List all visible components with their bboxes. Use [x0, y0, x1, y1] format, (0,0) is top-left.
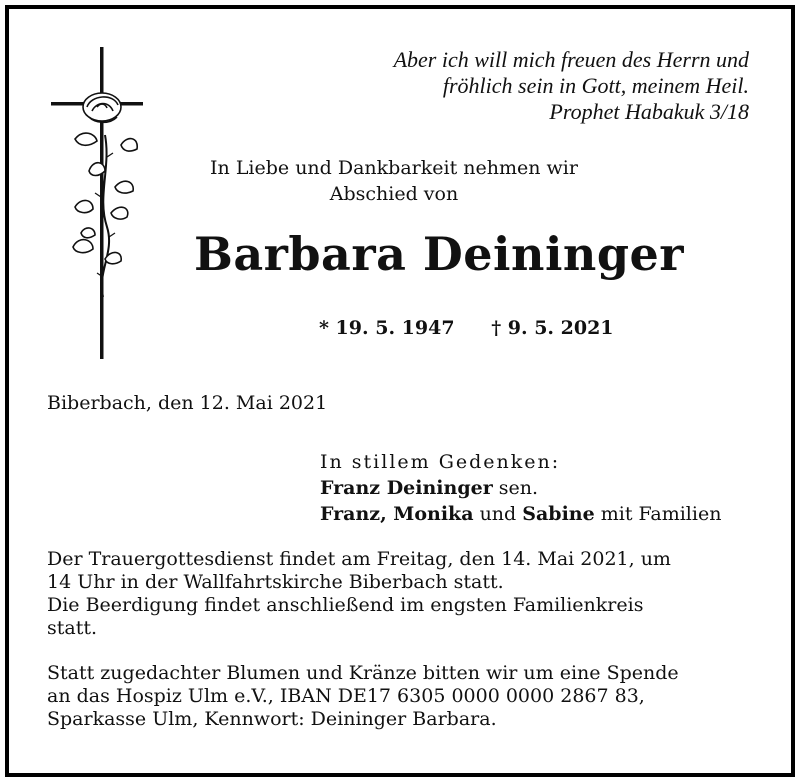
death-date: † 9. 5. 2021	[491, 317, 614, 339]
mourner-line	[320, 475, 721, 501]
cross-with-rose-icon	[45, 47, 155, 369]
bible-verse	[394, 47, 749, 125]
life-dates	[319, 317, 644, 339]
donation-line: Statt zugedachter Blumen und Kränze bitten wir um eine Spende	[47, 662, 679, 684]
obituary-notice	[5, 5, 795, 777]
place-and-date: Biberbach, den 12. Mai 2021	[47, 392, 328, 414]
deceased-name: Barbara Deininger	[193, 227, 685, 281]
mourner-line	[320, 501, 721, 527]
service-line: 14 Uhr in der Wallfahrtskirche Biberbach statt.	[47, 571, 504, 593]
verse-line: Aber ich will mich freuen des Herrn und	[393, 47, 749, 72]
mourner-suffix: mit Familien	[594, 503, 722, 525]
service-info	[47, 548, 767, 640]
mourner-connector: und	[473, 503, 523, 525]
verse-line: fröhlich sein in Gott, meinem Heil.	[442, 73, 749, 98]
mourner-name: Sabine	[522, 503, 595, 525]
intro-text	[204, 155, 584, 207]
mourner-name: Franz Deininger	[320, 477, 493, 499]
mourner-name: Franz, Monika	[320, 503, 474, 525]
birth-date: * 19. 5. 1947	[319, 317, 455, 339]
service-line: Die Beerdigung findet anschließend im engsten Familienkreis	[47, 594, 644, 616]
service-line: Der Trauergottesdienst findet am Freitag, den 14. Mai 2021, um	[47, 548, 671, 570]
intro-line: Abschied von	[329, 183, 459, 205]
service-line: statt.	[47, 617, 98, 639]
mourners-heading: In stillem Gedenken:	[320, 451, 561, 473]
donation-line: Sparkasse Ulm, Kennwort: Deininger Barbara.	[47, 708, 497, 730]
intro-line: In Liebe und Dankbarkeit nehmen wir	[210, 157, 578, 179]
mourners-block	[320, 449, 721, 527]
donation-info	[47, 662, 767, 731]
verse-source: Prophet Habakuk 3/18	[549, 99, 749, 124]
mourner-suffix: sen.	[492, 477, 539, 499]
donation-line: an das Hospiz Ulm e.V., IBAN DE17 6305 0000 0000 2867 83,	[47, 685, 645, 707]
